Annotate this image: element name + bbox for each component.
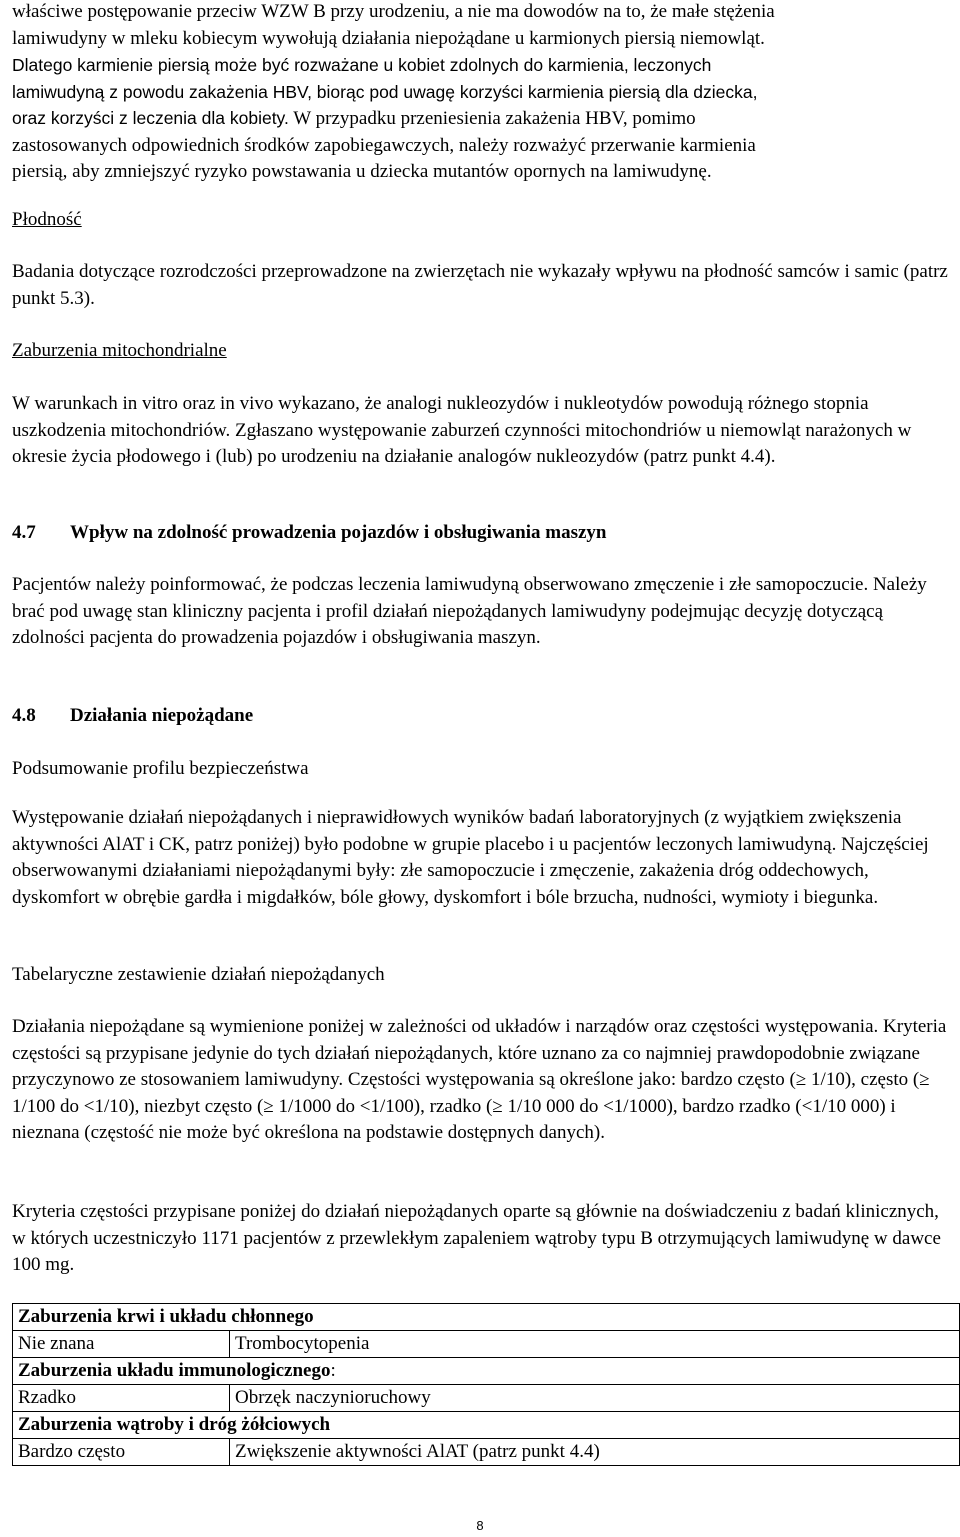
line: lamiwudyny w mleku kobiecym wywołują działania niepożądane u karmionych piersią niemowląt. <box>12 27 765 49</box>
line: zastosowanych odpowiednich środków zapobiegawczych, należy rozważyć przerwanie karmienia <box>12 134 756 156</box>
table-summary-heading: Tabelaryczne zestawienie działań niepożądanych <box>12 964 385 985</box>
section-4-7-text: Pacjentów należy poinformować, że podczas leczenia lamiwudyną obserwowano zmęczenie i złe samopoczucie. Należy brać pod uwagę stan kliniczny pacjenta i profil działań niepożądanych lamiwudyny podejmując decyzję dotyczącą zdolności pacjenta do prowadzenia pojazdów i obsługiwania maszyn. <box>12 574 927 648</box>
section-title: Działania niepożądane <box>70 705 254 726</box>
category-colon: : <box>330 1360 336 1381</box>
section-4-8-heading <box>12 703 253 729</box>
safety-summary-heading: Podsumowanie profilu bezpieczeństwa <box>12 758 309 779</box>
frequency-cell: Nie znana <box>13 1331 230 1358</box>
table-row <box>13 1358 960 1385</box>
section-title: Wpływ na zdolność prowadzenia pojazdów i obsługiwania maszyn <box>70 522 607 543</box>
table-row <box>13 1412 960 1439</box>
breastfeeding-paragraph <box>12 0 948 186</box>
line: właściwe postępowanie przeciw WZW B przy urodzeniu, a nie ma dowodów na to, że małe stężenia <box>12 1 775 22</box>
table-row <box>13 1385 960 1412</box>
fertility-text: Badania dotyczące rozrodczości przeprowadzone na zwierzętach nie wykazały wpływu na płodność samców i samic (patrz punkt 5.3). <box>12 261 948 309</box>
frequency-cell: Rzadko <box>13 1385 230 1412</box>
section-4-7-heading <box>12 520 606 546</box>
line: lamiwudyną z powodu zakażenia HBV, biorąc pod uwagę korzyści karmienia piersią dla dziecka, <box>12 81 758 102</box>
mitochondrial-text: W warunkach in vitro oraz in vivo wykazano, że analogi nukleozydów i nukleotydów powodują różnego stopnia uszkodzenia mitochondriów. Zgłaszano występowanie zaburzeń czynności mitochondriów u niemowląt narażonych w okresie życia płodowego i (lub) po urodzeniu na działanie analogów nukleozydów (patrz punkt 4.4). <box>12 393 912 467</box>
category-cell <box>13 1358 960 1385</box>
mitochondrial-heading: Zaburzenia mitochondrialne <box>12 340 227 361</box>
line: Dlatego karmienie piersią może być rozważane u kobiet zdolnych do karmienia, leczonych <box>12 55 712 75</box>
adverse-events-table <box>12 1303 960 1466</box>
line-part: W przypadku przeniesienia zakażenia HBV, pomimo <box>288 108 696 129</box>
frequency-definitions-text: Działania niepożądane są wymienione poniżej w zależności od układów i narządów oraz częstości występowania. Kryteria częstości są przypisane jedynie do tych działań niepożądanych, które uznano za co najmniej prawdopodobnie związane przyczynowo ze stosowaniem lamiwudyny. Częstości występowania są określone jako: bardzo często (≥ 1/10), często (≥ 1/100 do <1/10), niezbyt często (≥ 1/1000 do <1/100), rzadko (≥ 1/10 000 do <1/1000), bardzo rzadko (<1/10 000) i nieznana (częstość nie może być określona na podstawie dostępnych danych). <box>12 1016 947 1143</box>
section-number: 4.8 <box>12 705 36 726</box>
event-cell: Zwiększenie aktywności AlAT (patrz punkt 4.4) <box>230 1439 960 1466</box>
fertility-heading: Płodność <box>12 209 82 230</box>
frequency-cell: Bardzo często <box>13 1439 230 1466</box>
category-cell: Zaburzenia wątroby i dróg żółciowych <box>13 1412 960 1439</box>
event-cell: Trombocytopenia <box>230 1331 960 1358</box>
section-number: 4.7 <box>12 522 36 543</box>
event-cell: Obrzęk naczynioruchowy <box>230 1385 960 1412</box>
line-part: oraz korzyści z leczenia dla kobiety. <box>12 108 289 128</box>
table-row <box>13 1331 960 1358</box>
line: piersią, aby zmniejszyć ryzyko powstawania u dziecka mutantów opornych na lamiwudynę. <box>12 161 712 182</box>
category-label: Zaburzenia układu immunologicznego <box>18 1360 331 1381</box>
category-cell: Zaburzenia krwi i układu chłonnego <box>13 1304 960 1331</box>
table-row <box>13 1304 960 1331</box>
page-number: 8 <box>476 1518 484 1533</box>
table-row <box>13 1439 960 1466</box>
safety-summary-text: Występowanie działań niepożądanych i nieprawidłowych wyników badań laboratoryjnych (z wyjątkiem zwiększenia aktywności AlAT i CK, patrz poniżej) było podobne w grupie placebo i u pacjentów leczonych lamiwudyną. Najczęściej obserwowanymi działaniami niepożądanymi były: złe samopoczucie i zmęczenie, zakażenia dróg oddechowych, dyskomfort w obrębie gardła i migdałków, bóle głowy, dyskomfort i bóle brzucha, nudności, wymioty i biegunka. <box>12 807 929 908</box>
frequency-criteria-text: Kryteria częstości przypisane poniżej do działań niepożądanych oparte są głównie na doświadczeniu z badań klinicznych, w których uczestniczyło 1171 pacjentów z przewlekłym zapaleniem wątroby typu B otrzymujących lamiwudynę w dawce 100 mg. <box>12 1201 941 1275</box>
